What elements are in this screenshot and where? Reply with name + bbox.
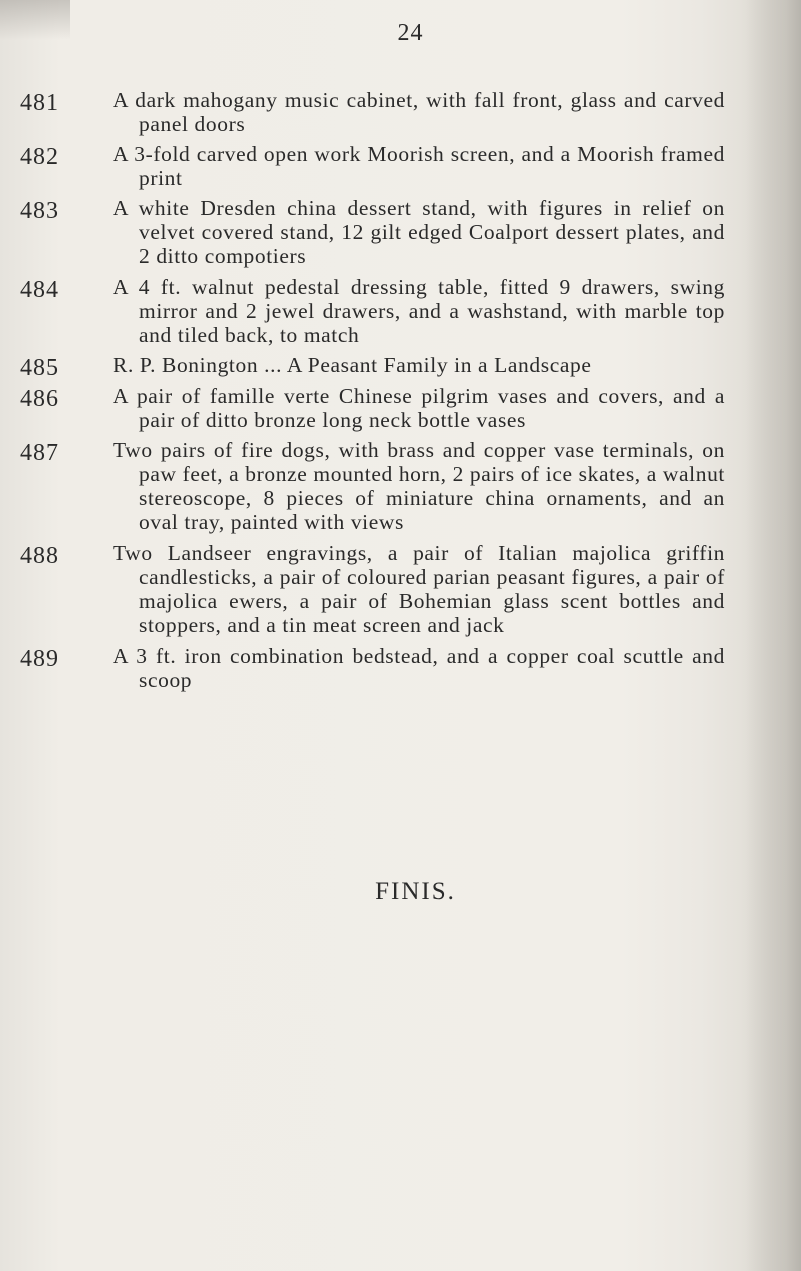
closing-finis: FINIS. (375, 878, 456, 905)
lot-description: A 3 ft. iron combination bedstead, and a copper coal scuttle and scoop (113, 644, 725, 692)
lot-number: 489 (20, 646, 59, 672)
lot-number: 485 (20, 355, 59, 381)
lot-description: A 4 ft. walnut pedestal dressing table, fitted 9 drawers, swing mirror and 2 jewel drawers, and a washstand, with marble top and tiled back, to match (113, 275, 725, 347)
page-number: 24 (397, 20, 424, 46)
lot-number: 488 (20, 543, 59, 569)
lot-description: R. P. Bonington ... A Peasant Family in a Landscape (113, 353, 592, 377)
lot-description: Two pairs of fire dogs, with brass and copper vase terminals, on paw feet, a bronze mounted horn, 2 pairs of ice skates, a walnut stereoscope, 8 pieces of miniature china ornaments, and an oval tray, painted with views (113, 438, 725, 534)
lot-number: 483 (20, 198, 59, 224)
page-edge-shadow (746, 0, 801, 1271)
lot-number: 482 (20, 144, 59, 170)
lot-number: 484 (20, 277, 59, 303)
lot-description: A pair of famille verte Chinese pilgrim vases and covers, and a pair of ditto bronze long neck bottle vases (113, 384, 725, 432)
lot-number: 481 (20, 90, 59, 116)
lot-description: A dark mahogany music cabinet, with fall front, glass and carved panel doors (113, 88, 725, 136)
lot-number: 487 (20, 440, 59, 466)
lot-description: A white Dresden china dessert stand, with figures in relief on velvet covered stand, 12 gilt edged Coalport dessert plates, and 2 ditto compotiers (113, 196, 725, 268)
lot-number: 486 (20, 386, 59, 412)
lot-description: Two Landseer engravings, a pair of Italian majolica griffin candlesticks, a pair of coloured parian peasant figures, a pair of majolica ewers, a pair of Bohemian glass scent bottles and stoppers, and a tin meat screen and jack (113, 541, 725, 637)
lot-description: A 3-fold carved open work Moorish screen, and a Moorish framed print (113, 142, 725, 190)
